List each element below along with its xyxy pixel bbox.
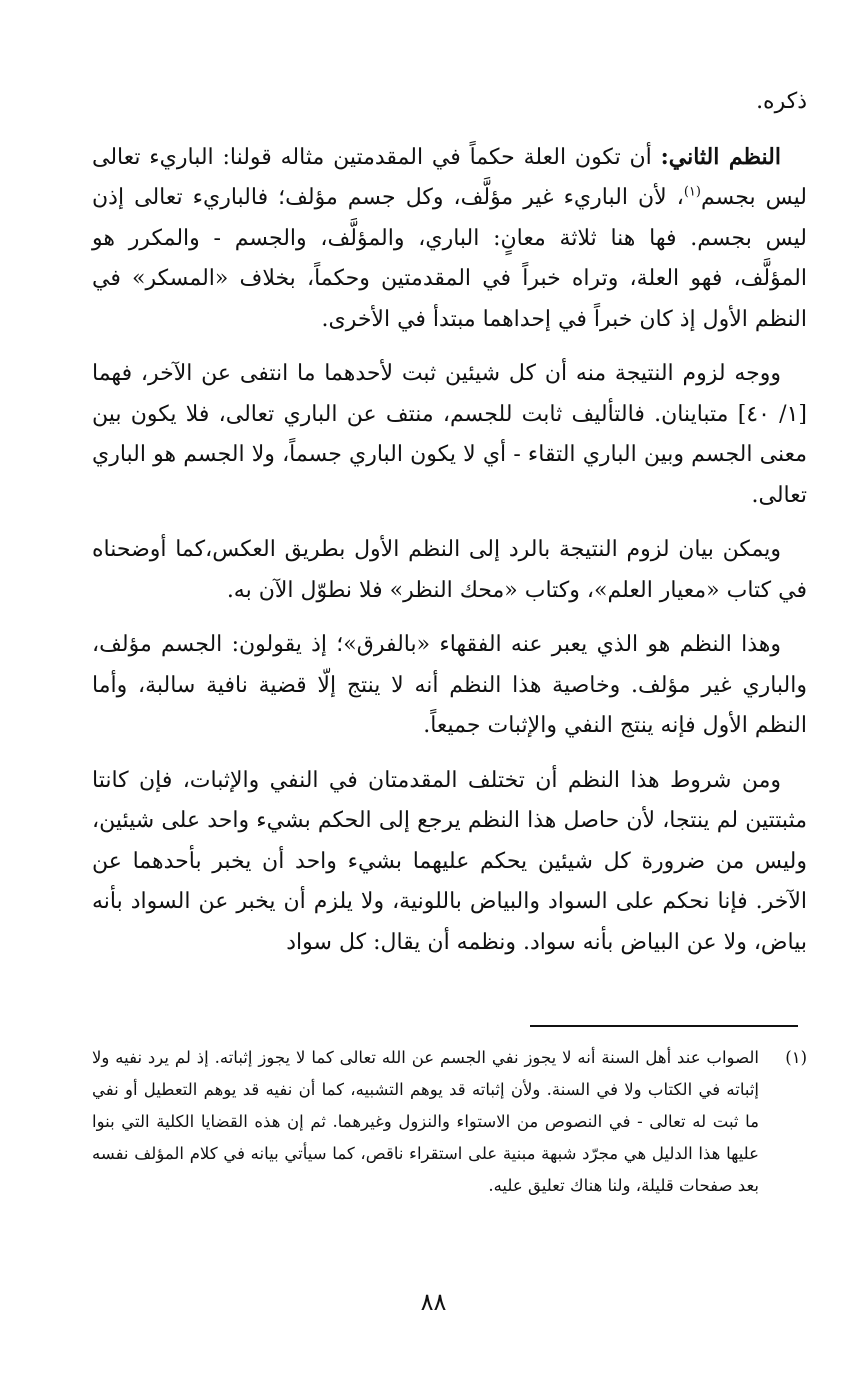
footnote-separator (530, 1025, 798, 1027)
footnote-text: الصواب عند أهل السنة أنه لا يجوز نفي الجسم عن الله تعالى كما لا يجوز إثباته. إذ لم يرد نفيه ولا إثباته في الكتاب ولا في السنة. ولأن إثباته قد يوهم التشبيه، كما أن نفيه قد يوهم التعطيل أو نفي ما ثبت له تعالى - في النصوص من الاستواء والنزول وغيرهما. ثم إن هذه القضايا الكلية التي بنوا عليها هذا الدليل هي مجرّد شبهة مبنية على استقراء ناقص، كما سيأتي بيانه في كلام المؤلف نفسه بعد صفحات قليلة، ولنا هناك تعليق عليه. (92, 1048, 759, 1195)
footnote (92, 1042, 807, 1202)
footnote-number: (١) (785, 1048, 807, 1067)
footnote-reference: (١) (683, 184, 701, 200)
continuation-line: ذكره. (756, 89, 807, 114)
page-number: ٨٨ (420, 1288, 447, 1316)
paragraph-text: ، لأن الباريء غير مؤلَّف، وكل جسم مؤلف؛ فالباريء تعالى إذن ليس بجسم. فها هنا ثلاثة معانٍ: الباري، والمؤلَّف، والجسم - والمكرر هو المؤلَّف، فهو العلة، وتراه خبراً في المقدمتين وحكماً، بخلاف «المسكر» في النظم الأول إذ كان خبراً في إحداهما مبتدأ في الأخرى. (92, 185, 807, 332)
main-text (92, 82, 807, 977)
paragraph-text: أن تكون العلة حكماً في المقدمتين مثاله قولنا: الباريء تعالى ليس بجسم (92, 144, 807, 210)
paragraph-jurists-difference: وهذا النظم هو الذي يعبر عنه الفقهاء «بالفرق»؛ إذ يقولون: الجسم مؤلف، والباري غير مؤلف. وخاصية هذا النظم أنه لا ينتج إلّا قضية نافية سالبة، وأما النظم الأول فإنه ينتج النفي والإثبات جميعاً. (92, 632, 807, 738)
paragraph-second-figure (92, 137, 807, 341)
paragraph-reduction: ويمكن بيان لزوم النتيجة بالرد إلى النظم الأول بطريق العكس،كما أوضحناه في كتاب «معيار العلم»، وكتاب «محك النظر» فلا نطوّل الآن به. (92, 537, 807, 603)
paragraph-conclusion-reason: ووجه لزوم النتيجة منه أن كل شيئين ثبت لأحدهما ما انتفى عن الآخر، فهما [١/ ٤٠] متباينان. فالتأليف ثابت للجسم، منتف عن الباري تعالى، فلا يكون بين معنى الجسم وبين الباري التقاء - أي لا يكون الباري جسماً، ولا الجسم هو الباري تعالى. (92, 361, 807, 508)
paragraph-lead-heading: النظم الثاني: (660, 143, 781, 170)
paragraph-conditions: ومن شروط هذا النظم أن تختلف المقدمتان في النفي والإثبات، فإن كانتا مثبتتين لم ينتجا، لأن حاصل هذا النظم يرجع إلى الحكم بشيء واحد على شيئين، وليس من ضرورة كل شيئين يحكم عليهما بشيء واحد أن يخبر بأحدهما عن الآخر. فإنا نحكم على السواد والبياض باللونية، ولا يلزم أن يخبر عن السواد بأنه بياض، ولا عن البياض بأنه سواد. ونظمه أن يقال: كل سواد (92, 767, 807, 955)
